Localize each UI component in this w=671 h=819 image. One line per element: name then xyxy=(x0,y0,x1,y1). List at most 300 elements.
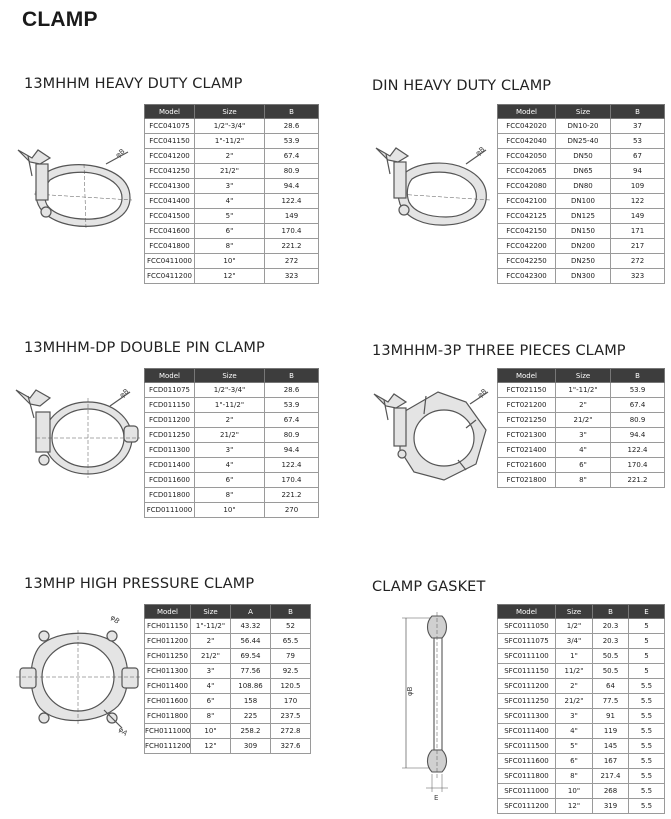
column-header: Size xyxy=(556,369,611,383)
table-cell: 53.9 xyxy=(265,134,319,149)
clamp-gasket-drawing xyxy=(396,612,456,812)
table-row xyxy=(498,383,665,398)
table-cell: 80.9 xyxy=(265,428,319,443)
table-cell: 122.4 xyxy=(611,443,665,458)
table-row xyxy=(498,254,665,269)
table-row xyxy=(145,413,319,428)
column-header: Model xyxy=(498,105,556,119)
table-cell: 2" xyxy=(195,413,265,428)
table-row xyxy=(498,799,665,814)
table-row xyxy=(145,503,319,518)
table-row xyxy=(498,634,665,649)
table-cell: FCC042300 xyxy=(498,269,556,284)
table-cell: DN125 xyxy=(556,209,611,224)
table-cell: FCT021400 xyxy=(498,443,556,458)
table-cell: 2" xyxy=(556,398,611,413)
table-cell: DN100 xyxy=(556,194,611,209)
spec-table-din xyxy=(497,104,665,284)
table-cell: FCC041250 xyxy=(145,164,195,179)
table-row xyxy=(498,209,665,224)
table-header-row xyxy=(145,369,319,383)
table-cell: 158 xyxy=(231,694,271,709)
table-cell: 5 xyxy=(629,634,665,649)
table-cell: 53.9 xyxy=(611,383,665,398)
three-pieces-clamp-drawing xyxy=(366,380,496,490)
table-cell: 92.5 xyxy=(271,664,311,679)
table-cell: FCC041500 xyxy=(145,209,195,224)
table-cell: 1/2"-3/4" xyxy=(195,119,265,134)
table-row xyxy=(145,209,319,224)
table-header-row xyxy=(145,605,311,619)
heavy-duty-clamp-drawing xyxy=(10,128,144,238)
table-row xyxy=(498,769,665,784)
table-cell: FCC042125 xyxy=(498,209,556,224)
table-cell: 323 xyxy=(611,269,665,284)
table-cell: 64 xyxy=(593,679,629,694)
table-cell: FCT021600 xyxy=(498,458,556,473)
table-cell: FCC041600 xyxy=(145,224,195,239)
dimension-label-a: φA xyxy=(116,725,130,738)
table-cell: 8" xyxy=(191,709,231,724)
table-row xyxy=(145,724,311,739)
table-cell: 67 xyxy=(611,149,665,164)
table-cell: 270 xyxy=(265,503,319,518)
table-cell: 327.6 xyxy=(271,739,311,754)
table-cell: 8" xyxy=(195,488,265,503)
table-cell: FCT021300 xyxy=(498,428,556,443)
table-cell: FCC041150 xyxy=(145,134,195,149)
table-row xyxy=(498,119,665,134)
table-cell: 50.5 xyxy=(593,664,629,679)
table-cell: 5.5 xyxy=(629,679,665,694)
table-cell: FCH011800 xyxy=(145,709,191,724)
table-header-row xyxy=(145,105,319,119)
table-cell: 122 xyxy=(611,194,665,209)
table-cell: 3/4" xyxy=(556,634,593,649)
table-cell: 119 xyxy=(593,724,629,739)
table-cell: FCT021150 xyxy=(498,383,556,398)
table-cell: 8" xyxy=(556,769,593,784)
table-cell: DN25-40 xyxy=(556,134,611,149)
table-cell: 1"-11/2" xyxy=(191,619,231,634)
table-cell: 94.4 xyxy=(265,443,319,458)
table-cell: 319 xyxy=(593,799,629,814)
table-header-row xyxy=(498,105,665,119)
table-cell: FCC041300 xyxy=(145,179,195,194)
table-cell: 4" xyxy=(191,679,231,694)
table-row xyxy=(145,164,319,179)
table-cell: 50.5 xyxy=(593,649,629,664)
spec-table-double-pin xyxy=(144,368,319,518)
table-cell: 28.6 xyxy=(265,383,319,398)
section-title-heavy-duty: 13MHHM HEAVY DUTY CLAMP xyxy=(24,76,243,92)
table-cell: SFC0111500 xyxy=(498,739,556,754)
table-cell: 1"-11/2" xyxy=(195,134,265,149)
table-row xyxy=(498,694,665,709)
table-cell: FCC042050 xyxy=(498,149,556,164)
table-cell: 53.9 xyxy=(265,398,319,413)
table-cell: FCH0111200 xyxy=(145,739,191,754)
table-cell: 8" xyxy=(556,473,611,488)
column-header: Model xyxy=(145,369,195,383)
double-pin-clamp-drawing xyxy=(10,378,144,490)
table-row xyxy=(498,413,665,428)
table-cell: FCC042200 xyxy=(498,239,556,254)
table-cell: FCD011200 xyxy=(145,413,195,428)
table-cell: 122.4 xyxy=(265,458,319,473)
table-cell: 10" xyxy=(195,503,265,518)
table-cell: SFC0111100 xyxy=(498,649,556,664)
table-cell: 28.6 xyxy=(265,119,319,134)
table-cell: DN150 xyxy=(556,224,611,239)
table-row xyxy=(145,254,319,269)
table-row xyxy=(498,428,665,443)
table-cell: FCC042040 xyxy=(498,134,556,149)
table-cell: 5 xyxy=(629,619,665,634)
table-cell: 5.5 xyxy=(629,739,665,754)
dimension-label-b: φB xyxy=(114,147,127,160)
table-cell: 80.9 xyxy=(611,413,665,428)
table-cell: 171 xyxy=(611,224,665,239)
table-row xyxy=(145,119,319,134)
table-cell: FCD011400 xyxy=(145,458,195,473)
section-title-three-pieces: 13MHHM-3P THREE PIECES CLAMP xyxy=(372,343,626,359)
table-cell: 4" xyxy=(195,458,265,473)
table-row xyxy=(498,473,665,488)
table-cell: FCC042080 xyxy=(498,179,556,194)
table-cell: FCD0111000 xyxy=(145,503,195,518)
table-cell: 5.5 xyxy=(629,694,665,709)
table-row xyxy=(498,739,665,754)
table-row xyxy=(498,664,665,679)
table-cell: 91 xyxy=(593,709,629,724)
table-cell: DN200 xyxy=(556,239,611,254)
column-header: B xyxy=(593,605,629,619)
table-cell: 43.32 xyxy=(231,619,271,634)
table-cell: 1"-11/2" xyxy=(556,383,611,398)
dimension-label-b: φB xyxy=(118,387,131,400)
table-header-row xyxy=(498,605,665,619)
table-row xyxy=(498,443,665,458)
table-cell: SFC0111200 xyxy=(498,799,556,814)
page-title: CLAMP xyxy=(22,8,98,31)
table-row xyxy=(498,194,665,209)
table-cell: 10" xyxy=(195,254,265,269)
table-row xyxy=(145,179,319,194)
table-cell: 77.56 xyxy=(231,664,271,679)
table-cell: DN80 xyxy=(556,179,611,194)
table-cell: SFC0111250 xyxy=(498,694,556,709)
column-header: E xyxy=(629,605,665,619)
table-cell: 67.4 xyxy=(265,149,319,164)
table-cell: FCD011300 xyxy=(145,443,195,458)
table-cell: 2" xyxy=(191,634,231,649)
table-cell: 4" xyxy=(556,724,593,739)
table-cell: 6" xyxy=(556,458,611,473)
table-cell: 6" xyxy=(191,694,231,709)
table-cell: 53 xyxy=(611,134,665,149)
table-cell: FCC041075 xyxy=(145,119,195,134)
table-cell: 79 xyxy=(271,649,311,664)
table-cell: 109 xyxy=(611,179,665,194)
column-header: Model xyxy=(498,369,556,383)
table-cell: 94.4 xyxy=(611,428,665,443)
table-cell: SFC0111000 xyxy=(498,784,556,799)
table-row xyxy=(145,458,319,473)
table-cell: 12" xyxy=(195,269,265,284)
table-row xyxy=(498,134,665,149)
column-header: Size xyxy=(191,605,231,619)
table-row xyxy=(145,664,311,679)
table-cell: 65.5 xyxy=(271,634,311,649)
table-cell: 170.4 xyxy=(265,224,319,239)
table-row xyxy=(498,754,665,769)
table-cell: 94.4 xyxy=(265,179,319,194)
table-row xyxy=(145,428,319,443)
table-cell: 170 xyxy=(271,694,311,709)
table-cell: 69.54 xyxy=(231,649,271,664)
spec-table-three-pieces xyxy=(497,368,665,488)
spec-table-gasket xyxy=(497,604,665,814)
column-header: B xyxy=(611,105,665,119)
table-cell: FCT021200 xyxy=(498,398,556,413)
column-header: Size xyxy=(556,105,611,119)
table-row xyxy=(145,269,319,284)
table-cell: 20.3 xyxy=(593,619,629,634)
dimension-label-b: φB xyxy=(474,145,487,158)
table-cell: FCC041800 xyxy=(145,239,195,254)
table-cell: SFC0111050 xyxy=(498,619,556,634)
table-cell: 1/2"-3/4" xyxy=(195,383,265,398)
table-cell: 6" xyxy=(556,754,593,769)
table-cell: 94 xyxy=(611,164,665,179)
table-cell: FCH0111000 xyxy=(145,724,191,739)
table-cell: DN10-20 xyxy=(556,119,611,134)
table-cell: 149 xyxy=(611,209,665,224)
table-cell: 67.4 xyxy=(611,398,665,413)
table-cell: FCC042100 xyxy=(498,194,556,209)
table-cell: FCT021250 xyxy=(498,413,556,428)
table-cell: 12" xyxy=(556,799,593,814)
table-cell: 217 xyxy=(611,239,665,254)
dimension-label-b: φB xyxy=(108,613,122,626)
table-cell: DN300 xyxy=(556,269,611,284)
dimension-label-e: E xyxy=(434,794,439,802)
table-row xyxy=(498,679,665,694)
table-row xyxy=(498,224,665,239)
table-cell: FCD011250 xyxy=(145,428,195,443)
table-cell: SFC0111300 xyxy=(498,709,556,724)
table-cell: 3" xyxy=(195,179,265,194)
table-cell: 4" xyxy=(556,443,611,458)
dimension-label-b: φB xyxy=(476,387,489,400)
table-cell: 225 xyxy=(231,709,271,724)
spec-table-heavy-duty xyxy=(144,104,319,284)
table-cell: SFC0111075 xyxy=(498,634,556,649)
table-cell: FCC041200 xyxy=(145,149,195,164)
table-cell: FCH011300 xyxy=(145,664,191,679)
table-cell: 3" xyxy=(556,709,593,724)
table-cell: 167 xyxy=(593,754,629,769)
table-cell: DN50 xyxy=(556,149,611,164)
table-cell: FCT021800 xyxy=(498,473,556,488)
table-row xyxy=(145,679,311,694)
table-cell: 5 xyxy=(629,649,665,664)
table-cell: 5" xyxy=(195,209,265,224)
table-cell: 170.4 xyxy=(611,458,665,473)
table-cell: 120.5 xyxy=(271,679,311,694)
table-row xyxy=(145,443,319,458)
table-cell: 1/2" xyxy=(556,619,593,634)
table-cell: 11/2" xyxy=(556,664,593,679)
table-cell: 272 xyxy=(265,254,319,269)
table-cell: FCC042150 xyxy=(498,224,556,239)
table-row xyxy=(498,179,665,194)
table-cell: 272.8 xyxy=(271,724,311,739)
table-cell: FCH011200 xyxy=(145,634,191,649)
table-row xyxy=(498,619,665,634)
table-cell: DN65 xyxy=(556,164,611,179)
table-row xyxy=(498,269,665,284)
table-cell: 145 xyxy=(593,739,629,754)
table-cell: 221.2 xyxy=(611,473,665,488)
table-cell: FCD011600 xyxy=(145,473,195,488)
table-cell: 5.5 xyxy=(629,769,665,784)
column-header: B xyxy=(271,605,311,619)
column-header: B xyxy=(265,105,319,119)
spec-table-high-pressure xyxy=(144,604,311,754)
table-cell: 221.2 xyxy=(265,488,319,503)
section-title-double-pin: 13MHHM-DP DOUBLE PIN CLAMP xyxy=(24,340,265,356)
column-header: B xyxy=(611,369,665,383)
table-cell: 309 xyxy=(231,739,271,754)
table-cell: 10" xyxy=(191,724,231,739)
table-row xyxy=(498,239,665,254)
table-cell: 149 xyxy=(265,209,319,224)
table-cell: 108.86 xyxy=(231,679,271,694)
table-cell: 5.5 xyxy=(629,799,665,814)
table-cell: 21/2" xyxy=(195,164,265,179)
table-cell: 56.44 xyxy=(231,634,271,649)
table-cell: 21/2" xyxy=(191,649,231,664)
table-cell: 6" xyxy=(195,473,265,488)
table-cell: 237.5 xyxy=(271,709,311,724)
table-row xyxy=(498,458,665,473)
table-row xyxy=(145,634,311,649)
section-title-high-pressure: 13MHP HIGH PRESSURE CLAMP xyxy=(24,576,255,592)
table-cell: 3" xyxy=(195,443,265,458)
table-row xyxy=(145,149,319,164)
table-cell: 67.4 xyxy=(265,413,319,428)
table-cell: SFC0111150 xyxy=(498,664,556,679)
table-row xyxy=(498,164,665,179)
table-cell: 268 xyxy=(593,784,629,799)
column-header: Size xyxy=(556,605,593,619)
table-row xyxy=(145,709,311,724)
table-row xyxy=(145,383,319,398)
table-cell: 8" xyxy=(195,239,265,254)
high-pressure-clamp-drawing xyxy=(10,610,144,746)
table-row xyxy=(145,488,319,503)
table-cell: 5" xyxy=(556,739,593,754)
table-cell: SFC0111400 xyxy=(498,724,556,739)
table-cell: SFC0111600 xyxy=(498,754,556,769)
table-cell: 217.4 xyxy=(593,769,629,784)
table-cell: 5.5 xyxy=(629,709,665,724)
table-cell: 6" xyxy=(195,224,265,239)
din-clamp-drawing xyxy=(366,128,496,238)
column-header: Size xyxy=(195,105,265,119)
table-row xyxy=(145,694,311,709)
column-header: Model xyxy=(145,105,195,119)
column-header: A xyxy=(231,605,271,619)
table-row xyxy=(498,398,665,413)
table-cell: 2" xyxy=(195,149,265,164)
table-cell: 272 xyxy=(611,254,665,269)
table-row xyxy=(145,239,319,254)
table-cell: FCD011150 xyxy=(145,398,195,413)
table-row xyxy=(498,724,665,739)
table-cell: FCH011150 xyxy=(145,619,191,634)
table-cell: 10" xyxy=(556,784,593,799)
table-cell: 5.5 xyxy=(629,784,665,799)
table-cell: FCC0411200 xyxy=(145,269,195,284)
table-cell: 122.4 xyxy=(265,194,319,209)
table-cell: 4" xyxy=(195,194,265,209)
table-cell: 52 xyxy=(271,619,311,634)
table-row xyxy=(145,739,311,754)
table-row xyxy=(145,398,319,413)
table-cell: 1" xyxy=(556,649,593,664)
table-cell: SFC0111800 xyxy=(498,769,556,784)
table-cell: 3" xyxy=(556,428,611,443)
table-cell: 20.3 xyxy=(593,634,629,649)
column-header: Model xyxy=(498,605,556,619)
table-cell: 5.5 xyxy=(629,724,665,739)
column-header: B xyxy=(265,369,319,383)
table-cell: FCH011400 xyxy=(145,679,191,694)
table-row xyxy=(498,709,665,724)
table-cell: 80.9 xyxy=(265,164,319,179)
table-cell: 21/2" xyxy=(556,694,593,709)
table-cell: DN250 xyxy=(556,254,611,269)
table-row xyxy=(145,649,311,664)
table-cell: FCC0411000 xyxy=(145,254,195,269)
table-cell: SFC0111200 xyxy=(498,679,556,694)
table-cell: FCC042065 xyxy=(498,164,556,179)
table-cell: FCC042250 xyxy=(498,254,556,269)
table-cell: 21/2" xyxy=(556,413,611,428)
table-cell: 258.2 xyxy=(231,724,271,739)
section-title-din: DIN HEAVY DUTY CLAMP xyxy=(372,78,552,94)
table-cell: 323 xyxy=(265,269,319,284)
table-cell: 221.2 xyxy=(265,239,319,254)
table-cell: 37 xyxy=(611,119,665,134)
table-cell: FCD011075 xyxy=(145,383,195,398)
table-cell: 21/2" xyxy=(195,428,265,443)
table-header-row xyxy=(498,369,665,383)
table-cell: 170.4 xyxy=(265,473,319,488)
table-cell: FCD011800 xyxy=(145,488,195,503)
section-title-gasket: CLAMP GASKET xyxy=(372,579,486,595)
table-row xyxy=(145,194,319,209)
table-row xyxy=(145,134,319,149)
table-cell: 12" xyxy=(191,739,231,754)
table-row xyxy=(145,473,319,488)
table-cell: 5 xyxy=(629,664,665,679)
column-header: Model xyxy=(145,605,191,619)
table-cell: 5.5 xyxy=(629,754,665,769)
